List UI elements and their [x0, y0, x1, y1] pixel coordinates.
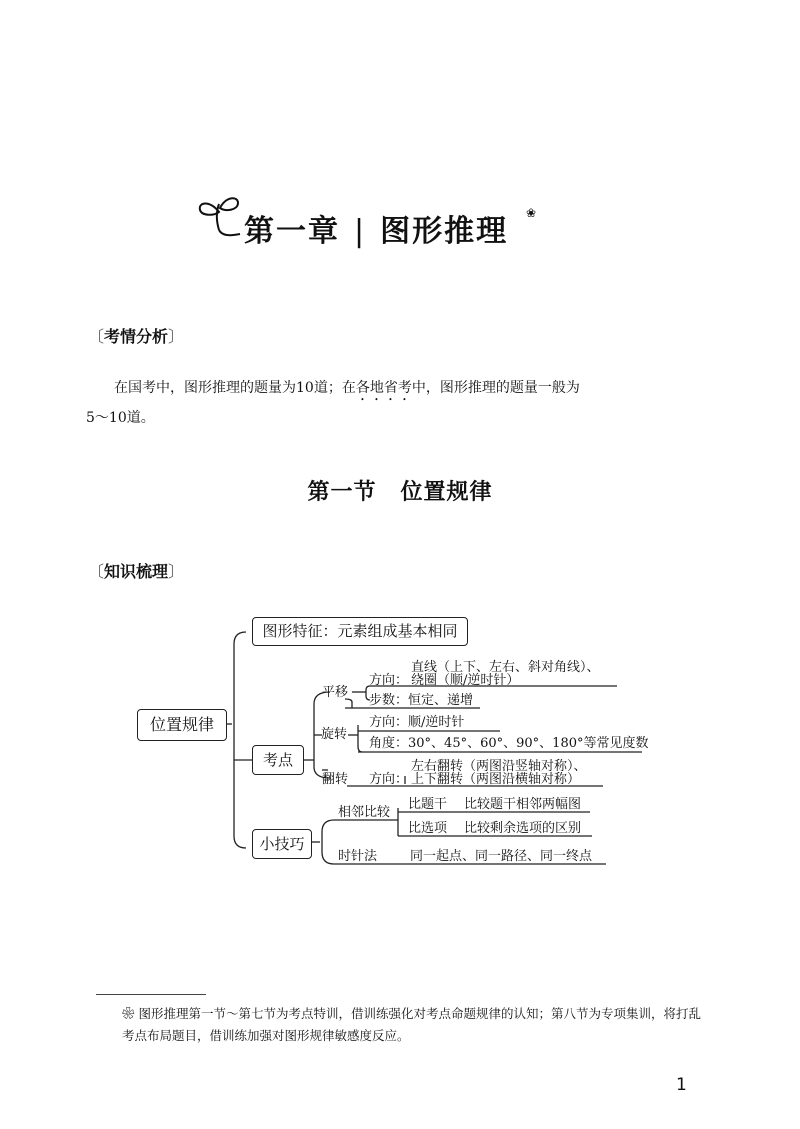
mindmap-root: 位置规律 [137, 709, 227, 741]
mindmap-xuanzhuan: 旋转 [321, 727, 348, 742]
pingyi-direction-label: 方向： [369, 673, 409, 688]
footnote-text: 图形推理第一节～第七节为考点特训，借训练强化对考点命题规律的认知；第八节为专项集训，将打乱考点布局题目，借训练加强对图形规律敏感度反应。 [122, 1006, 702, 1043]
bixuanxiang-label: 比选项 [408, 821, 448, 836]
mindmap-kaodian: 考点 [252, 745, 304, 775]
pingyi-direction-line2: 绕圈（顺/逆时针） [411, 673, 520, 688]
chapter-number: 第一章 [244, 214, 340, 249]
bitigan-label: 比题干 [408, 797, 448, 812]
mindmap-feature: 图形特征：元素组成基本相同 [252, 617, 468, 646]
footnote-divider [96, 994, 206, 995]
emphasized-text: 各地省考 [355, 380, 412, 396]
fanzhuan-line2: 上下翻转（两图沿横轴对称） [411, 772, 581, 787]
knowledge-label: 〔知识梳理〕 [88, 562, 185, 581]
mindmap-shizhenfa: 时针法 [338, 849, 378, 864]
xuanzhuan-angle: 角度：30°、45°、60°、90°、180°等常见度数 [369, 736, 649, 751]
shizhenfa-desc: 同一起点、同一路径、同一终点 [410, 849, 593, 864]
fanzhuan-line1: 左右翻转（两图沿竖轴对称）、 [411, 759, 587, 774]
fanzhuan-direction-label: 方向： [369, 772, 409, 787]
exam-analysis-label: 〔考情分析〕 [88, 327, 185, 346]
pingyi-step: 步数：恒定、递增 [369, 693, 474, 708]
section-title: 第一节 位置规律 [307, 480, 493, 505]
footnote [122, 1003, 710, 1047]
mindmap-xianglin: 相邻比较 [338, 805, 391, 820]
footnote-mark: ❀ [122, 1006, 135, 1021]
mindmap-xiaojiqiao: 小技巧 [252, 829, 312, 859]
mindmap-fanzhuan: 翻转 [322, 772, 349, 787]
page-number: 1 [676, 1075, 687, 1095]
mindmap-pingyi: 平移 [322, 685, 349, 700]
chapter-name: 图形推理 [380, 214, 509, 249]
chapter-separator: | [354, 214, 367, 249]
bixuanxiang-desc: 比较剩余选项的区别 [464, 821, 582, 836]
xuanzhuan-direction: 方向：顺/逆时针 [369, 715, 465, 730]
bitigan-desc: 比较题干相邻两幅图 [464, 797, 582, 812]
exam-analysis-text: 在国考中，图形推理的题量为10道；在各地省考中，图形推理的题量一般为 5～10道。 [86, 380, 580, 426]
chapter-footnote-mark: ❀ [526, 206, 537, 220]
pingyi-direction-line1: 直线（上下、左右、斜对角线）、 [411, 660, 600, 675]
